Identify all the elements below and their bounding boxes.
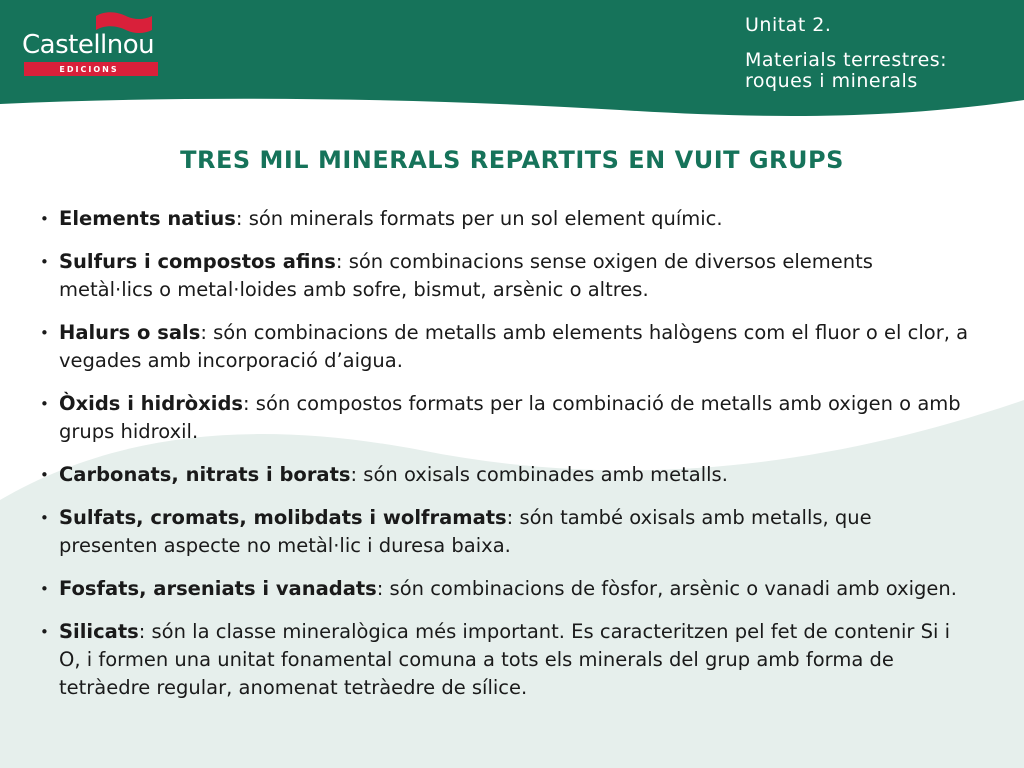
unit-heading (745, 14, 1015, 92)
list-item (38, 205, 973, 233)
item-term: Halurs o sals (59, 321, 201, 344)
item-term: Carbonats, nitrats i borats (59, 463, 351, 486)
unit-topic-line-2: roques i minerals (745, 70, 918, 92)
bullet-icon: • (40, 253, 49, 271)
logo-name: Castellnou (22, 30, 155, 60)
bullet-icon: • (40, 509, 49, 527)
item-desc: : són compostos formats per la combinació de metalls amb oxigen o amb grups hidroxil. (59, 392, 961, 443)
item-term: Silicats (59, 620, 139, 643)
unit-label: Unitat 2. (745, 14, 832, 36)
logo-sub: EDICIONS (59, 65, 119, 74)
item-term: Fosfats, arseniats i vanadats (59, 577, 377, 600)
item-desc: : són combinacions sense oxigen de diversos elements metàl·lics o metal·loides amb sofre, bismut, arsènic o altres. (59, 250, 873, 301)
item-desc: : són combinacions de fòsfor, arsènic o vanadi amb oxigen. (376, 577, 957, 600)
item-term: Sulfats, cromats, molibdats i wolframats (59, 506, 507, 529)
bullet-icon: • (40, 580, 49, 598)
list-item (38, 390, 973, 446)
list-item (38, 248, 973, 304)
bullet-icon: • (40, 466, 49, 484)
item-desc: : són minerals formats per un sol element químic. (235, 207, 723, 230)
item-desc: : són la classe mineralògica més important. Es caracteritzen pel fet de contenir Si i O, i formen una unitat fonamental comuna a tots els minerals del grup amb forma de tetràedre regular, anomenat tetràedre de sílice. (59, 620, 951, 699)
item-term: Elements natius (59, 207, 236, 230)
item-term: Òxids i hidròxids (59, 392, 244, 415)
list-item (38, 461, 973, 489)
unit-topic (745, 50, 1015, 92)
bullet-icon: • (40, 324, 49, 342)
unit-topic-line-1: Materials terrestres: (745, 49, 948, 71)
item-desc: : són oxisals combinades amb metalls. (350, 463, 728, 486)
page-title: TRES MIL MINERALS REPARTITS EN VUIT GRUPS (180, 146, 844, 174)
list-item (38, 618, 973, 702)
list-item (38, 575, 973, 603)
item-desc: : són també oxisals amb metalls, que presenten aspecte no metàl·lic i duresa baixa. (59, 506, 872, 557)
castellnou-logo (22, 10, 160, 80)
bullet-icon: • (40, 210, 49, 228)
bullet-icon: • (40, 623, 49, 641)
mineral-groups-list (38, 205, 973, 717)
list-item (38, 504, 973, 560)
item-desc: : són combinacions de metalls amb elements halògens com el fluor o el clor, a vegades amb incorporació d’aigua. (59, 321, 969, 372)
item-term: Sulfurs i compostos afins (59, 250, 336, 273)
list-item (38, 319, 973, 375)
bullet-icon: • (40, 395, 49, 413)
